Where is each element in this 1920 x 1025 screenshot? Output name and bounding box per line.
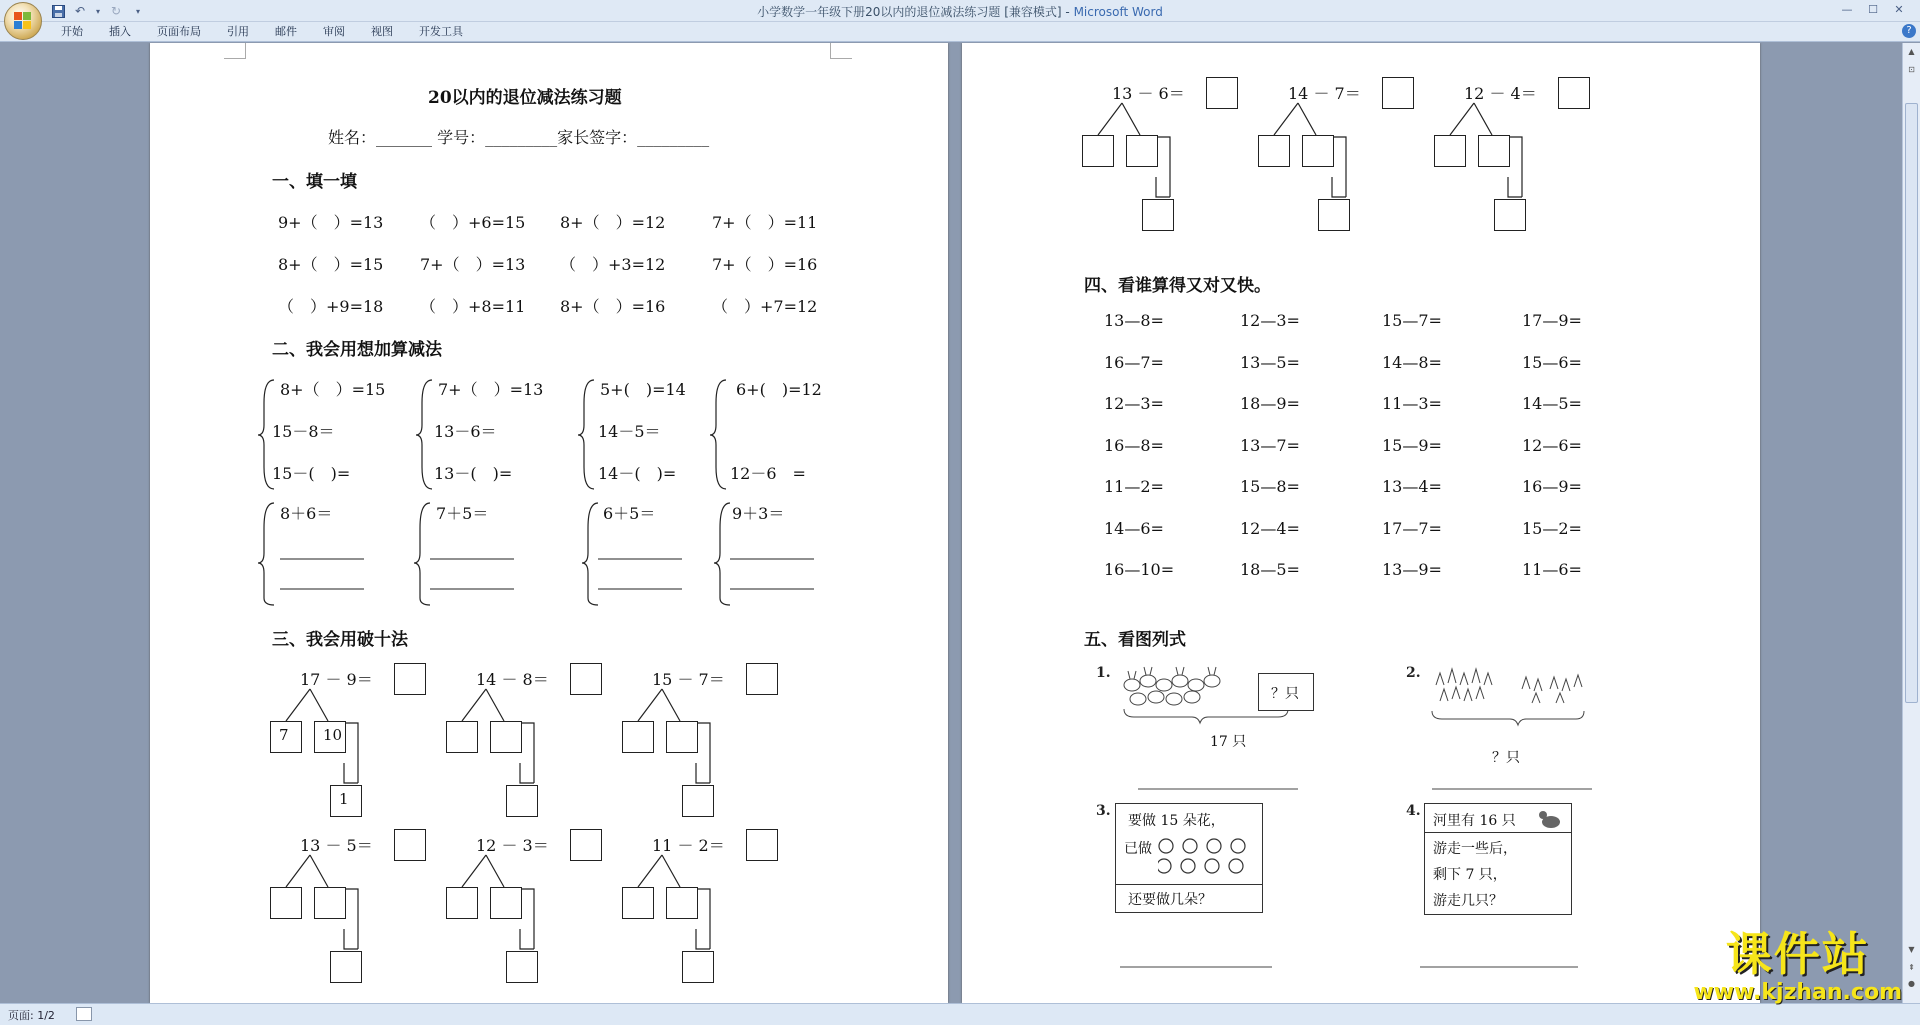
problem-1-number: 1.	[1096, 665, 1111, 681]
group-item: 7+（ ）=13	[438, 380, 544, 399]
quick-item: 16—7=	[1104, 352, 1164, 372]
fill-item: 7+（ ）=11	[712, 213, 818, 232]
status-bar	[0, 1003, 1920, 1025]
vertical-scrollbar[interactable]	[1902, 43, 1920, 1003]
quick-item: 12—3=	[1240, 311, 1300, 330]
proofing-icon[interactable]	[76, 1007, 92, 1021]
sum-item: 9＋3＝	[732, 504, 785, 523]
quick-item: 17—9=	[1522, 311, 1582, 330]
split-box-c[interactable]	[330, 785, 362, 817]
problem-4-picture	[1424, 803, 1572, 915]
help-icon[interactable]: ?	[1902, 24, 1916, 38]
ruler-toggle-icon[interactable]: ⊡	[1908, 65, 1915, 74]
quick-item: 18—5=	[1240, 560, 1300, 579]
split-equation: 14 － 7＝	[1288, 84, 1361, 103]
maximize-icon[interactable]: ☐	[1868, 2, 1878, 16]
section-5-heading: 五、看图列式	[1084, 630, 1186, 650]
office-logo-icon	[14, 12, 32, 30]
scroll-down-icon[interactable]: ▼	[1908, 945, 1915, 954]
split-box-a[interactable]	[622, 887, 654, 919]
split-box-a[interactable]	[446, 721, 478, 753]
flowers-icon	[1158, 836, 1258, 880]
page-1[interactable]	[150, 43, 948, 1003]
split-equation: 12 － 3＝	[476, 836, 549, 855]
split-box-c[interactable]	[506, 785, 538, 817]
split-box-b[interactable]	[314, 721, 346, 753]
doc-title: 20以内的退位减法练习题	[428, 88, 622, 108]
fill-item: 7+（ ）=13	[420, 255, 526, 274]
split-box-a[interactable]	[270, 721, 302, 753]
split-equation: 15 － 7＝	[652, 670, 725, 689]
watermark-logo	[1693, 928, 1902, 1005]
name-line: 姓名：_______ 学号：_________家长签字：_________	[328, 128, 710, 147]
split-box-a[interactable]	[622, 721, 654, 753]
divider	[1116, 884, 1262, 885]
tab-view[interactable]: 视图	[371, 25, 393, 38]
p3-line: 还要做几朵？	[1128, 892, 1212, 908]
document-title: 小学数学一年级下册20以内的退位减法练习题 [兼容模式] -	[757, 5, 1074, 19]
split-value: 7	[279, 726, 289, 744]
fill-item: 9+（ ）=13	[278, 213, 384, 232]
quick-item: 12—4=	[1240, 518, 1300, 538]
p3-line: 已做	[1124, 841, 1152, 857]
split-box-b[interactable]	[490, 887, 522, 919]
section-2-heading: 二、我会用想加算减法	[272, 340, 442, 360]
quick-item: 11—6=	[1522, 560, 1582, 579]
p4-line: 剩下 7 只，	[1433, 867, 1507, 883]
watermark-url: www.kjzhan.com	[1693, 980, 1902, 1005]
quick-item: 15—7=	[1382, 311, 1442, 330]
split-value: 1	[339, 790, 349, 808]
group-item: 13－6＝	[434, 422, 497, 441]
document-workspace[interactable]	[0, 43, 1902, 1003]
customize-qat-icon[interactable]: ▾	[135, 6, 140, 16]
p4-line: 游走一些后，	[1433, 841, 1517, 857]
quick-item: 13—9=	[1382, 560, 1442, 579]
section-3-heading: 三、我会用破十法	[272, 630, 408, 650]
split-diagram	[446, 829, 606, 989]
prev-page-icon[interactable]: ⇞	[1908, 963, 1915, 972]
tab-developer[interactable]: 开发工具	[419, 25, 463, 38]
split-equation: 14 － 8＝	[476, 670, 549, 689]
fill-item: 8+（ ）=15	[278, 255, 384, 274]
p4-line: 河里有 16 只	[1433, 813, 1516, 829]
split-diagram	[622, 663, 782, 823]
group-item: 15－( )=	[272, 464, 351, 483]
app-name: Microsoft Word	[1073, 5, 1163, 19]
quick-item: 12—3=	[1104, 394, 1164, 413]
scroll-thumb[interactable]	[1905, 103, 1918, 703]
ribbon-tab-bar	[0, 22, 1920, 42]
group-item: 5+( )=14	[600, 380, 686, 399]
group-item: 6+( )=12	[736, 380, 822, 399]
quick-item: 14—6=	[1104, 518, 1164, 538]
rabbits-picture	[962, 43, 1760, 1003]
tab-references[interactable]: 引用	[227, 25, 249, 38]
problem-3-picture	[1115, 803, 1263, 913]
fill-item: （ ）+6=15	[420, 213, 526, 232]
question-label: ？只	[1271, 686, 1299, 702]
split-box-c[interactable]	[682, 951, 714, 983]
quick-item: 13—7=	[1240, 435, 1300, 455]
quick-item: 11—2=	[1104, 477, 1164, 496]
quick-item: 12—6=	[1522, 435, 1582, 455]
fill-item: （ ）+3=12	[560, 255, 666, 274]
group-item: 12－6 =	[730, 464, 806, 483]
group-item: 8+（ ）=15	[280, 380, 386, 399]
section-4-heading: 四、看谁算得又对又快。	[1084, 276, 1271, 296]
sum-item: 6＋5＝	[603, 504, 656, 523]
undo-icon[interactable]: ↶	[74, 4, 86, 18]
quick-item: 16—9=	[1522, 477, 1582, 496]
split-box-c[interactable]	[682, 785, 714, 817]
split-diagram	[446, 663, 606, 823]
fill-item: 7+（ ）=16	[712, 255, 818, 274]
split-value: 10	[323, 726, 343, 744]
split-diagram	[270, 829, 430, 989]
tab-home[interactable]: 开始	[61, 25, 83, 38]
page-2[interactable]	[962, 43, 1760, 1003]
office-button[interactable]	[4, 2, 42, 40]
split-box-b[interactable]	[666, 721, 698, 753]
split-equation: 17 － 9＝	[300, 670, 373, 689]
minimize-icon[interactable]: —	[1841, 2, 1853, 16]
tab-page-layout[interactable]: 页面布局	[157, 25, 201, 38]
problem-2-number: 2.	[1406, 665, 1421, 681]
group-item: 13－( )=	[434, 464, 513, 483]
tab-insert[interactable]: 插入	[109, 25, 131, 38]
split-equation: 12 － 4＝	[1464, 84, 1537, 103]
split-diagram	[270, 663, 430, 823]
question-box	[1258, 673, 1314, 711]
undo-dropdown-icon[interactable]: ▾	[95, 6, 100, 16]
split-box-b[interactable]	[314, 887, 346, 919]
quick-item: 16—10=	[1104, 560, 1175, 579]
split-box-b[interactable]	[490, 721, 522, 753]
window-title	[0, 3, 1920, 20]
split-box-a[interactable]	[446, 887, 478, 919]
quick-item: 15—9=	[1382, 435, 1442, 455]
split-diagram	[622, 829, 782, 989]
quick-item: 15—8=	[1240, 477, 1300, 496]
group-item: 14－5＝	[598, 422, 661, 441]
quick-item: 15—2=	[1522, 518, 1582, 538]
split-box-b[interactable]	[666, 887, 698, 919]
total-label: ？只	[1492, 750, 1520, 766]
quick-item: 15—6=	[1522, 352, 1582, 372]
split-box-a[interactable]	[270, 887, 302, 919]
quick-item: 18—9=	[1240, 394, 1300, 413]
quick-item: 14—8=	[1382, 352, 1442, 372]
quick-item: 13—8=	[1104, 311, 1164, 330]
window-controls	[1834, 0, 1912, 18]
split-box-c[interactable]	[330, 951, 362, 983]
fill-item: （ ）+9=18	[278, 297, 384, 316]
watermark-brand: 课件站	[1725, 927, 1870, 981]
tab-mailings[interactable]: 邮件	[275, 25, 297, 38]
divider	[1425, 832, 1571, 833]
p3-line: 要做 15 朵花，	[1128, 813, 1225, 829]
split-box-c[interactable]	[506, 951, 538, 983]
group-item: 15－8＝	[272, 422, 335, 441]
sum-item: 7＋5＝	[436, 504, 489, 523]
fill-item: 8+（ ）=16	[560, 297, 666, 316]
title-bar	[0, 0, 1920, 22]
tab-review[interactable]: 审阅	[323, 25, 345, 38]
quick-item: 16—8=	[1104, 435, 1164, 455]
fill-item: 8+（ ）=12	[560, 213, 666, 232]
scroll-up-icon[interactable]: ▲	[1908, 47, 1915, 56]
problem-3-number: 3.	[1096, 803, 1111, 819]
split-equation: 11 － 2＝	[652, 836, 725, 855]
page-indicator[interactable]: 页面: 1/2	[8, 1009, 55, 1022]
split-equation: 13 － 5＝	[300, 836, 373, 855]
fill-item: （ ）+7=12	[712, 297, 818, 316]
quick-item: 13—4=	[1382, 477, 1442, 496]
section-1-heading: 一、填一填	[272, 172, 357, 192]
sum-item: 8＋6＝	[280, 504, 333, 523]
close-icon[interactable]: ✕	[1894, 2, 1904, 16]
p4-line: 游走几只？	[1433, 893, 1503, 909]
browse-object-icon[interactable]: ●	[1908, 979, 1915, 988]
duck-icon	[1537, 808, 1563, 830]
fill-item: （ ）+8=11	[420, 297, 526, 316]
redo-icon[interactable]: ↻	[110, 4, 122, 18]
split-equation: 13 － 6＝	[1112, 84, 1185, 103]
quick-item: 11—3=	[1382, 394, 1442, 413]
total-label: 17 只	[1210, 734, 1247, 750]
problem-4-number: 4.	[1406, 803, 1421, 819]
quick-item: 17—7=	[1382, 518, 1442, 538]
group-item: 14－( )=	[598, 464, 677, 483]
quick-item: 14—5=	[1522, 394, 1582, 413]
quick-item: 13—5=	[1240, 352, 1300, 372]
